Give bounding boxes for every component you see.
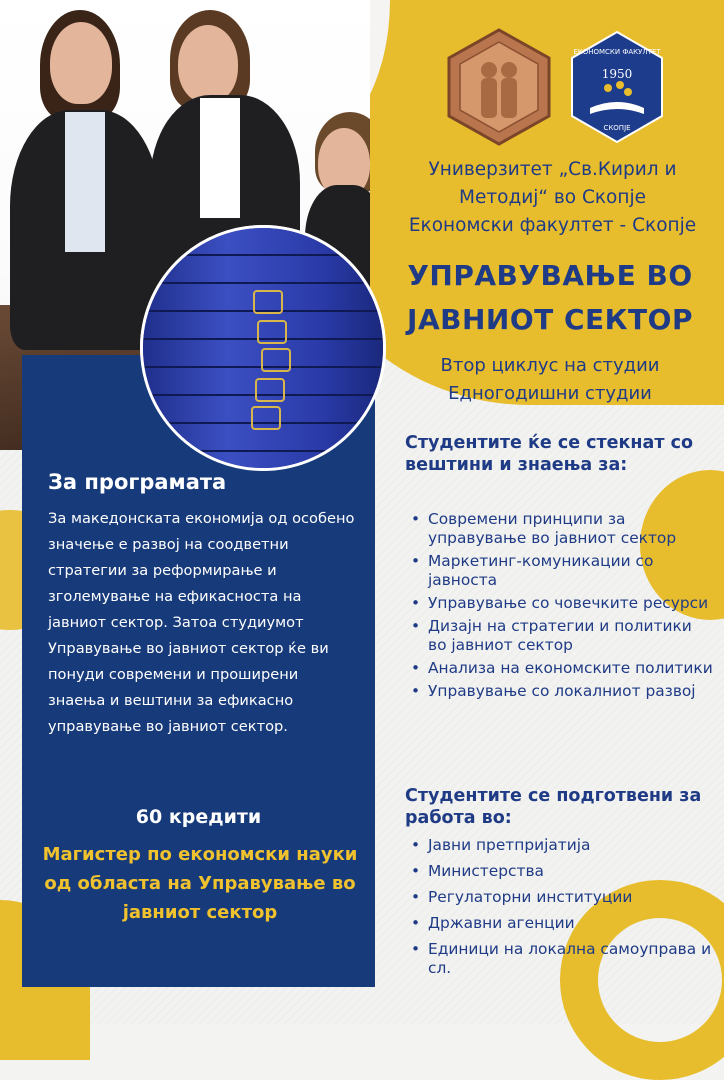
list-item: • Единици на локална самоуправа и сл. bbox=[408, 940, 713, 978]
list-item: • Маркетинг-комуникации со јавноста bbox=[408, 552, 713, 590]
university-line2: Методиј“ во Скопје bbox=[459, 187, 646, 208]
list-item: • Современи принципи за управување во јавниот сектор bbox=[408, 510, 713, 548]
program-title-line1: УПРАВУВАЊЕ ВО bbox=[407, 259, 693, 292]
ekf-logo-icon bbox=[568, 30, 666, 144]
list-item: • Јавни претпријатија bbox=[408, 836, 713, 855]
study-cycle-line2: Едногодишни студии bbox=[448, 383, 652, 404]
skills-heading: Студентите ќе се стекнат со вештини и знаења за: bbox=[405, 433, 693, 475]
careers-list bbox=[408, 836, 713, 985]
about-body: За македонската економија од особено значење е развој на соодветни стратегии за реформирање и зголемување на ефикасноста на јавниот сектор. Затоа студиумот Управување во јавниот сектор ќе ви понуди современи и проширени знаења и вештини за ефикасно управување во јавниот сектор. bbox=[48, 510, 355, 735]
ekf-logo-bottom-text: СКОПЈЕ bbox=[603, 124, 631, 132]
faculty-name: Економски факултет - Скопје bbox=[408, 215, 697, 236]
study-cycle-line1: Втор циклус на студии bbox=[440, 355, 660, 376]
skills-list bbox=[408, 510, 713, 705]
program-title bbox=[380, 254, 720, 342]
ekf-logo-top-text: ЕКОНОМСКИ ФАКУЛТЕТ bbox=[573, 48, 661, 56]
list-item: • Управување со човечките ресурси bbox=[408, 594, 713, 613]
ekf-logo-year: 1950 bbox=[601, 67, 633, 81]
ukim-seal-icon bbox=[445, 28, 553, 146]
about-heading: За програмата bbox=[48, 470, 227, 494]
list-item: • Анализа на економските политики bbox=[408, 659, 713, 678]
university-name bbox=[385, 156, 720, 240]
careers-heading: Студентите се подготвени за работа во: bbox=[405, 786, 702, 828]
books-photo-overlay bbox=[140, 225, 386, 471]
study-cycle bbox=[395, 352, 705, 408]
list-item: • Дизајн на стратегии и политики во јавниот сектор bbox=[408, 617, 713, 655]
list-item: • Регулаторни институции bbox=[408, 888, 713, 907]
university-line1: Универзитет „Св.Кирил и bbox=[428, 159, 677, 180]
credits-label: 60 кредити bbox=[135, 806, 262, 828]
program-title-line2: ЈАВНИОТ СЕКТОР bbox=[407, 303, 693, 336]
list-item: • Државни агенции bbox=[408, 914, 713, 933]
list-item: • Министерства bbox=[408, 862, 713, 881]
degree-title: Магистер по економски науки од областа на Управување во јавниот сектор bbox=[42, 844, 358, 923]
list-item: • Управување со локалниот развој bbox=[408, 682, 713, 701]
